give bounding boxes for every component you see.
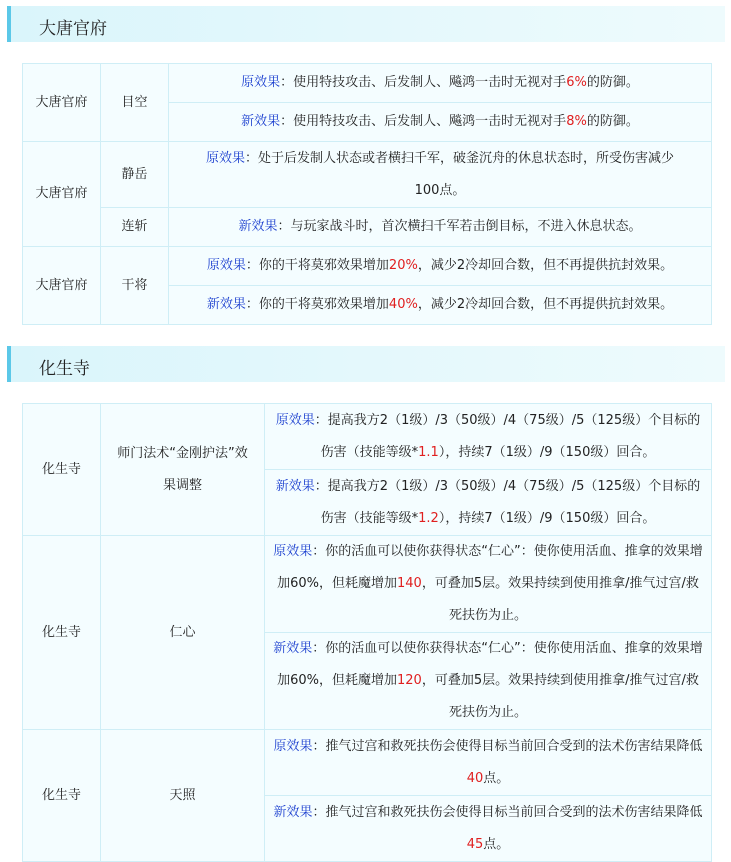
- effect-text: ），持续7（1级）/9（150级）回合。: [438, 510, 656, 526]
- sect-cell: 化生寺: [23, 730, 101, 862]
- sect-cell: 大唐官府: [23, 247, 101, 325]
- effect-label: 新效果: [275, 478, 315, 494]
- effect-text: 点。: [483, 836, 510, 852]
- effect-cell: [265, 470, 712, 536]
- effect-text: 点。: [483, 770, 510, 786]
- effect-value: 1.2: [418, 510, 439, 526]
- effect-cell: [169, 103, 712, 142]
- section-header-huasheng: [7, 346, 725, 382]
- effect-label: 新效果: [273, 804, 313, 820]
- effect-text: ：推气过宫和救死扶伤会使得目标当前回合受到的法术伤害结果降低: [312, 738, 703, 754]
- effect-text: ，可叠加5层。效果持续到使用推拿/推气过宫/救死扶伤为止。: [421, 576, 699, 623]
- effect-text: ：提高我方2（1级）/3（50级）/4（75级）/5（125级）个目标的伤害（技能等级*: [314, 412, 701, 460]
- effect-label: 原效果: [273, 544, 313, 559]
- effect-label: 新效果: [206, 297, 246, 312]
- effect-text: 的防御。: [586, 75, 639, 90]
- skill-cell: 连斩: [101, 208, 169, 247]
- effect-value: 8%: [566, 114, 587, 129]
- skill-cell: 目空: [101, 64, 169, 142]
- effect-cell: [265, 796, 712, 862]
- effect-text: ：使用特技攻击、后发制人、飚鸿一击时无视对手: [280, 75, 567, 90]
- effect-value: 140: [397, 576, 422, 591]
- effect-label: 原效果: [206, 258, 246, 273]
- effect-cell: [169, 247, 712, 286]
- effect-value: 120: [397, 673, 422, 688]
- effect-value: 40: [466, 770, 484, 786]
- effect-value: 40%: [388, 297, 418, 312]
- effect-text: 的防御。: [586, 114, 639, 129]
- effect-cell: [169, 142, 712, 208]
- sect-cell: 大唐官府: [23, 142, 101, 247]
- sect-cell: 化生寺: [23, 536, 101, 730]
- skill-cell: 师门法术“金刚护法”效果调整: [101, 404, 265, 536]
- effect-cell: [169, 208, 712, 247]
- effect-text: ：推气过宫和救死扶伤会使得目标当前回合受到的法术伤害结果降低: [312, 804, 703, 820]
- effect-value: 45: [466, 836, 484, 852]
- effect-text: ：你的干将莫邪效果增加: [245, 297, 389, 312]
- effect-text: ：你的活血可以使你获得状态“仁心”：使你使用活血、推拿的效果增加60%，但耗魔增加: [277, 544, 703, 591]
- effect-text: ：你的活血可以使你获得状态“仁心”：使你使用活血、推拿的效果增加60%，但耗魔增加: [277, 641, 703, 688]
- effect-label: 新效果: [273, 641, 313, 656]
- effect-text: ：提高我方2（1级）/3（50级）/4（75级）/5（125级）个目标的伤害（技能等级*: [314, 478, 701, 526]
- skill-cell: 干将: [101, 247, 169, 325]
- section-title: 大唐官府: [39, 19, 107, 39]
- effect-label: 原效果: [275, 412, 315, 428]
- effect-value: 6%: [566, 75, 587, 90]
- sect-cell: 化生寺: [23, 404, 101, 536]
- table-huasheng: [22, 403, 712, 862]
- skill-cell: 静岳: [101, 142, 169, 208]
- effect-label: 新效果: [238, 219, 278, 234]
- effect-cell: [169, 64, 712, 103]
- table-datang: [22, 63, 712, 325]
- section-title: 化生寺: [39, 359, 90, 379]
- effect-text: ：你的干将莫邪效果增加: [245, 258, 389, 273]
- section-header-datang: [7, 6, 725, 42]
- effect-label: 原效果: [241, 75, 281, 90]
- effect-label: 原效果: [205, 150, 245, 166]
- effect-label: 新效果: [241, 114, 281, 129]
- effect-text: ，减少2冷却回合数，但不再提供抗封效果。: [417, 258, 674, 273]
- effect-value: 1.1: [418, 444, 439, 460]
- sect-cell: 大唐官府: [23, 64, 101, 142]
- effect-text: ，可叠加5层。效果持续到使用推拿/推气过宫/救死扶伤为止。: [421, 673, 699, 720]
- effect-cell: [265, 730, 712, 796]
- effect-text: ：与玩家战斗时，首次横扫千军若击倒目标，不进入休息状态。: [277, 219, 642, 234]
- effect-cell: [169, 286, 712, 325]
- skill-cell: 天照: [101, 730, 265, 862]
- effect-label: 原效果: [273, 738, 313, 754]
- effect-cell: [265, 536, 712, 633]
- effect-text: ），持续7（1级）/9（150级）回合。: [438, 444, 656, 460]
- effect-text: ，减少2冷却回合数，但不再提供抗封效果。: [417, 297, 674, 312]
- effect-text: ：使用特技攻击、后发制人、飚鸿一击时无视对手: [280, 114, 567, 129]
- effect-text: ：处于后发制人状态或者横扫千军，破釜沉舟的休息状态时，所受伤害减少100点。: [245, 150, 675, 198]
- skill-cell: 仁心: [101, 536, 265, 730]
- effect-value: 20%: [388, 258, 418, 273]
- effect-cell: [265, 633, 712, 730]
- effect-cell: [265, 404, 712, 470]
